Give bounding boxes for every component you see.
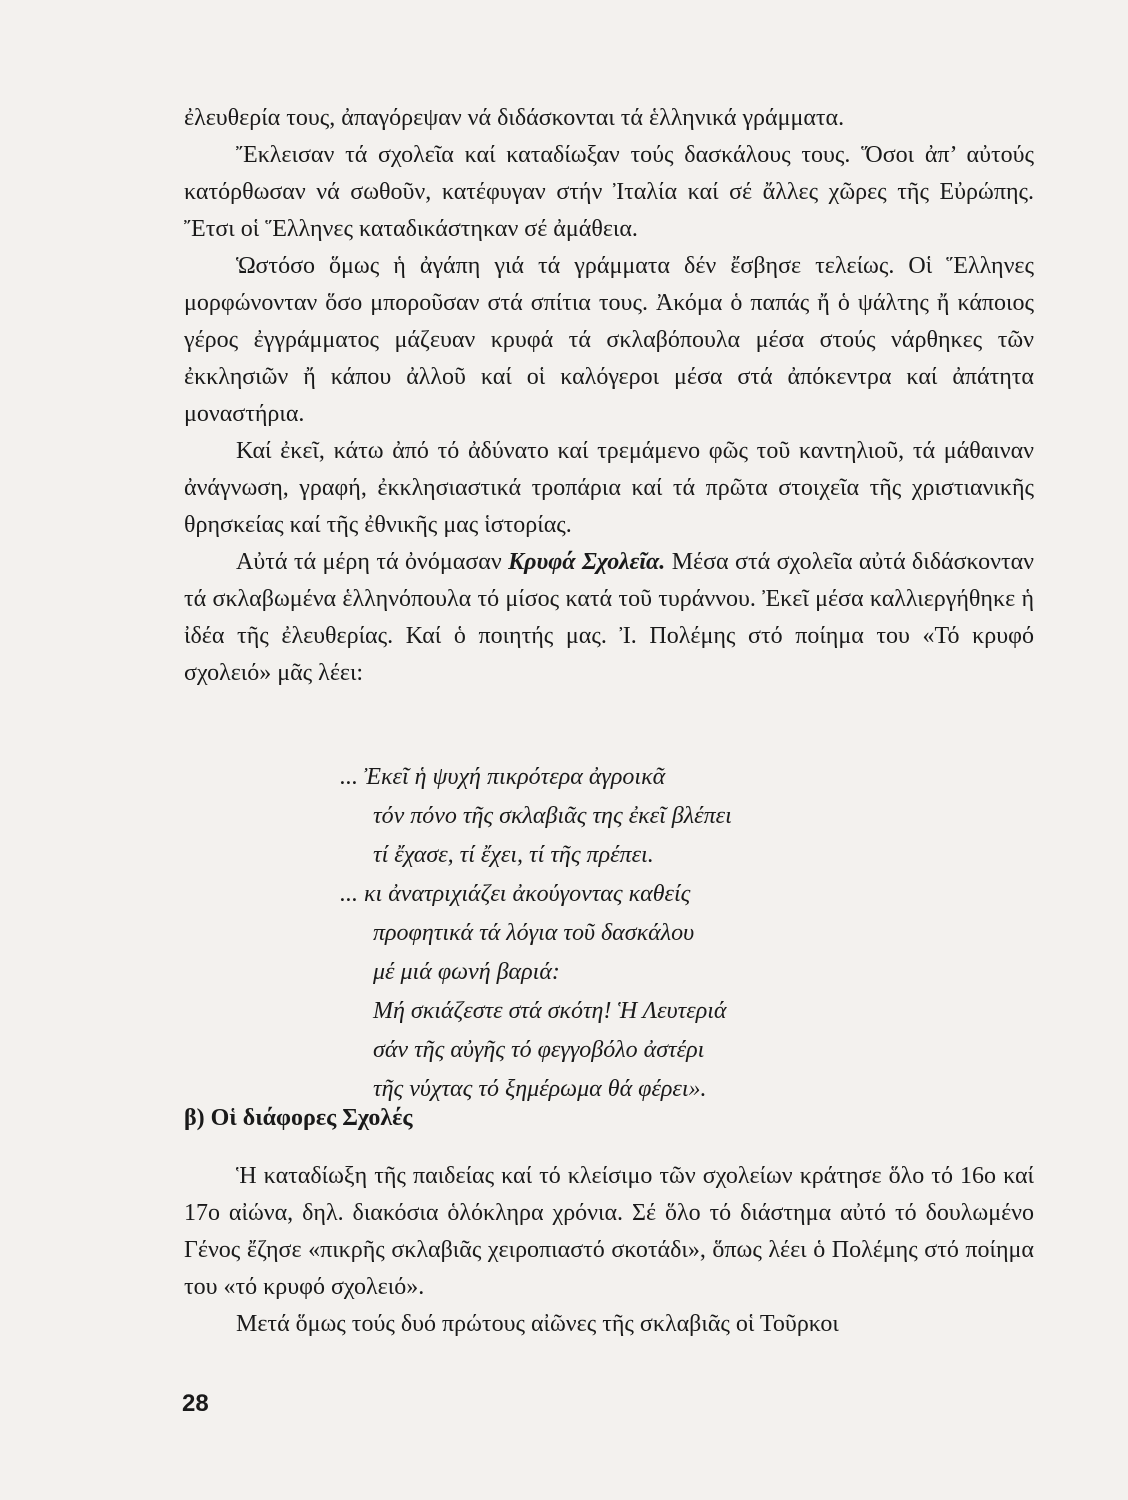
poem-line: σάν τῆς αὐγῆς τό φεγγοβόλο ἀστέρι xyxy=(373,1037,705,1063)
section-2-text xyxy=(184,1158,1034,1343)
poem-line: μέ μιά φωνή βαριά: xyxy=(373,959,560,985)
paragraph-5: Ἡ καταδίωξη τῆς παιδείας καί τό κλείσιμο τῶν σχολείων κράτησε ὅλο τό 16ο καί 17ο αἰώνα, δηλ. διακόσια ὁλόκληρα χρόνια. Σέ ὅλο τό διάστημα αὐτό τό δουλωμένο Γένος ἔζησε «πικρῆς σκλαβιᾶς χειροπιαστό σκοτάδι», ὅπως λέει ὁ Πολέμης στό ποίημα του «τό κρυφό σχολειό». xyxy=(184,1163,1034,1300)
poem-quote xyxy=(340,758,960,1109)
page-number: 28 xyxy=(182,1390,209,1417)
poem-line: τόν πόνο τῆς σκλαβιᾶς της ἐκεῖ βλέπει xyxy=(373,803,732,829)
section-heading: β) Οἱ διάφορες Σχολές xyxy=(184,1105,413,1131)
poem-line: προφητικά τά λόγια τοῦ δασκάλου xyxy=(373,920,695,946)
poem-line: τῆς νύχτας τό ξημέρωμα θά φέρει». xyxy=(373,1076,707,1102)
continued-line: ἐλευθερία τους, ἀπαγόρεψαν νά διδάσκονται τά ἑλληνικά γράμματα. xyxy=(184,105,845,131)
poem-line: τί ἔχασε, τί ἔχει, τί τῆς πρέπει. xyxy=(373,842,654,868)
paragraph-3: Καί ἐκεῖ, κάτω ἀπό τό ἀδύνατο καί τρεμάμενο φῶς τοῦ καντηλιοῦ, τά μάθαιναν ἀνάγνωση, γραφή, ἐκκλησιαστικά τροπάρια καί τά πρῶτα στοιχεῖα τῆς χριστιανικῆς θρησκείας καί τῆς ἐθνικῆς μας ἱστορίας. xyxy=(184,438,1034,538)
paragraph-1: Ἔκλεισαν τά σχολεῖα καί καταδίωξαν τούς δασκάλους τους. Ὅσοι ἀπ’ αὐτούς κατόρθωσαν νά σωθοῦν, κατέφυγαν στήν Ἰταλία καί σέ ἄλλες χῶρες τῆς Εὐρώπης. Ἔτσι οἱ Ἕλληνες καταδικάστηκαν σέ ἀμάθεια. xyxy=(184,142,1034,242)
paragraph-6: Μετά ὅμως τούς δυό πρώτους αἰῶνες τῆς σκλαβιᾶς οἱ Τοῦρκοι xyxy=(236,1311,839,1337)
paragraph-2: Ὡστόσο ὅμως ἡ ἀγάπη γιά τά γράμματα δέν ἔσβησε τελείως. Οἱ Ἕλληνες μορφώνονταν ὅσο μποροῦσαν στά σπίτια τους. Ἀκόμα ὁ παπάς ἤ ὁ ψάλτης ἤ κάποιος γέρος ἐγγράμματος μάζευαν κρυφά τά σκλαβόπουλα μέσα στούς νάρθηκες τῶν ἐκκλησιῶν ἤ κάπου ἀλλοῦ καί οἱ καλόγεροι μέσα στά ἀπόκεντρα καί ἀπάτητα μοναστήρια. xyxy=(184,253,1034,427)
poem-line: ... Ἐκεῖ ἡ ψυχή πικρότερα ἀγροικᾶ xyxy=(340,764,666,790)
poem-line: Μή σκιάζεστε στά σκότη! Ἡ Λευτεριά xyxy=(373,998,727,1024)
poem-line: ... κι ἀνατριχιάζει ἀκούγοντας καθείς xyxy=(340,881,691,907)
paragraph-4 xyxy=(184,544,1034,692)
paragraph-4-before: Αὐτά τά μέρη τά ὀνόμασαν xyxy=(236,549,502,575)
section-1-text xyxy=(184,100,1034,692)
term-kryfa-scholeia: Κρυφά Σχολεῖα. xyxy=(508,549,666,575)
paragraph-4-after: Μέσα στά σχολεῖα αὐτά διδάσκονταν τά σκλαβωμένα ἑλληνόπουλα τό μίσος κατά τοῦ τυράννου. Ἐκεῖ μέσα καλλιεργήθηκε ἡ ἰδέα τῆς ἐλευθερίας. Καί ὁ ποιητής μας. Ἰ. Πολέμης στό ποίημα του «Τό κρυφό σχολειό» μᾶς λέει: xyxy=(184,549,1035,686)
